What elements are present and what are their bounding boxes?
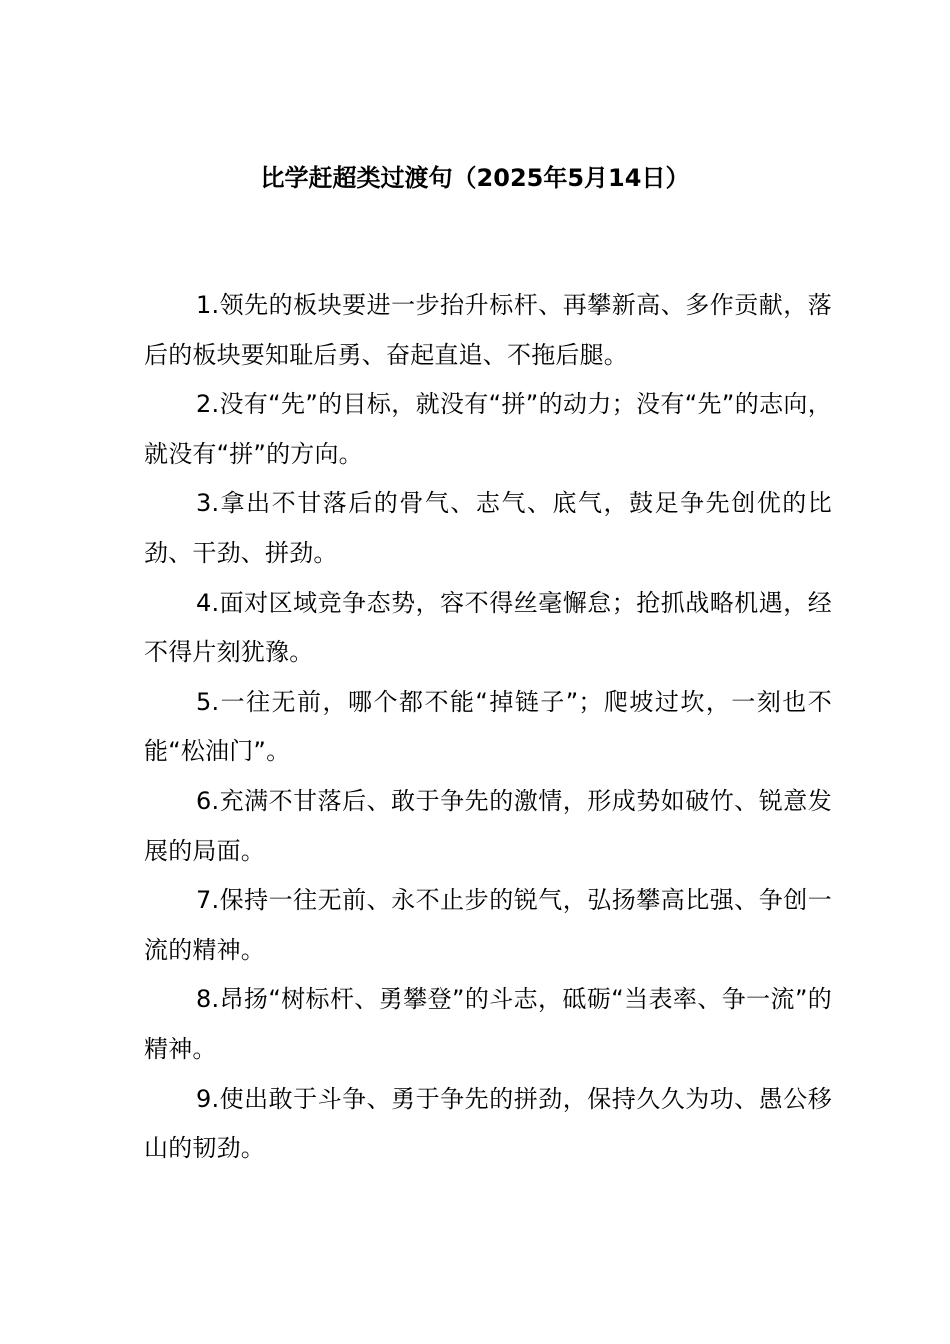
- document-body: [144, 281, 832, 1174]
- paragraph: 6.充满不甘落后、敢于争先的激情，形成势如破竹、锐意发展的局面。: [144, 786, 832, 865]
- paragraph: 5.一往无前，哪个都不能“掉链子”；爬坡过坎，一刻也不能“松油门”。: [144, 687, 832, 766]
- paragraph: 7.保持一往无前、永不止步的锐气，弘扬攀高比强、争创一流的精神。: [144, 886, 832, 964]
- paragraph: 2.没有“先”的目标，就没有“拼”的动力；没有“先”的志向，就没有“拼”的方向。: [144, 390, 832, 468]
- paragraph: 9.使出敢于斗争、勇于争先的拼劲，保持久久为功、愚公移山的韧劲。: [144, 1084, 832, 1163]
- paragraph: 1.领先的板块要进一步抬升标杆、再攀新高、多作贡献，落后的板块要知耻后勇、奋起直追、不拖后腿。: [144, 291, 832, 369]
- paragraph: 4.面对区域竞争态势，容不得丝毫懈怠；抢抓战略机遇，经不得片刻犹豫。: [144, 588, 832, 667]
- paragraph: 3.拿出不甘落后的骨气、志气、底气，鼓足争先创优的比劲、干劲、拼劲。: [144, 489, 832, 567]
- document-title: 比学赶超类过渡句（2025年5月14日）: [260, 164, 690, 192]
- paragraph: 8.昂扬“树标杆、勇攀登”的斗志，砥砺“当表率、争一流”的精神。: [144, 985, 832, 1063]
